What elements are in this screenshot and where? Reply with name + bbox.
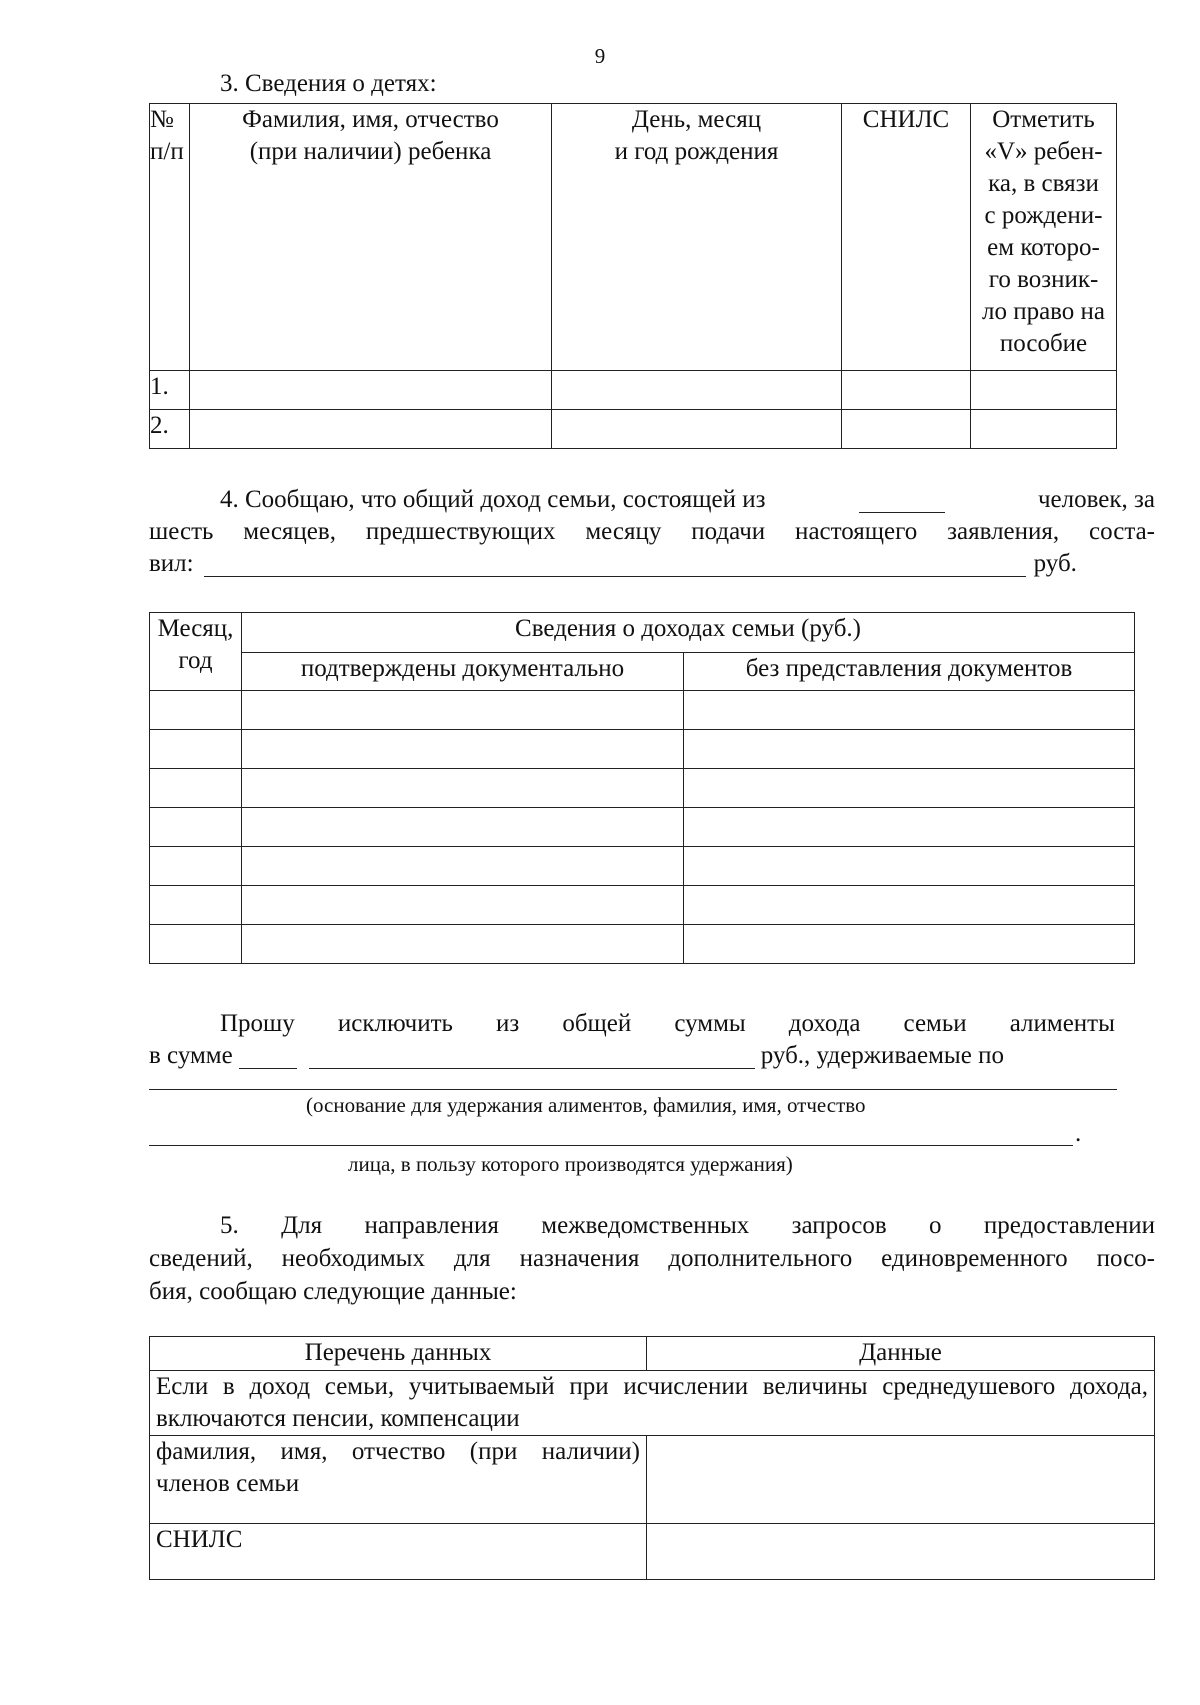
pension-note-row: Если в доход семьи, учитываемый при исчислении величины среднедушевого дохода, включаются пенсии, компенсации <box>150 1371 1155 1436</box>
month-cell[interactable] <box>150 730 242 769</box>
alimony-caption2: лица, в пользу которого производятся удержания) <box>348 1152 793 1176</box>
undocumented-cell[interactable] <box>684 808 1135 847</box>
header-income-info: Сведения о доходах семьи (руб.) <box>242 613 1135 653</box>
month-cell[interactable] <box>150 886 242 925</box>
row-num: 1. <box>150 371 190 410</box>
snils-cell[interactable] <box>842 371 971 410</box>
snils-data-cell[interactable] <box>647 1524 1155 1580</box>
header-num: № п/п <box>150 104 190 371</box>
snils-cell[interactable] <box>842 410 971 449</box>
family-members-cell[interactable] <box>647 1436 1155 1524</box>
header-documented: подтверждены документально <box>242 653 684 691</box>
documented-cell[interactable] <box>242 769 684 808</box>
alimony-line2: в сумме руб., удерживаемые по <box>149 1042 1004 1069</box>
section5-line2: сведений, необходимых для назначения дополнительного единовременного посо- <box>149 1245 1155 1272</box>
undocumented-cell[interactable] <box>684 730 1135 769</box>
documented-cell[interactable] <box>242 847 684 886</box>
month-cell[interactable] <box>150 847 242 886</box>
month-cell[interactable] <box>150 769 242 808</box>
table-row <box>150 808 1135 847</box>
table-row <box>150 886 1135 925</box>
alimony-recipient-field[interactable] <box>149 1145 1073 1146</box>
undocumented-cell[interactable] <box>684 925 1135 964</box>
month-cell[interactable] <box>150 691 242 730</box>
table-row <box>150 925 1135 964</box>
snils-label: СНИЛС <box>150 1524 647 1580</box>
alimony-line1: Прошу исключить из общей суммы дохода семьи алименты <box>220 1010 1115 1037</box>
table-row <box>150 691 1135 730</box>
mark-cell[interactable] <box>971 410 1117 449</box>
header-data-list: Перечень данных <box>150 1337 647 1371</box>
header-data: Данные <box>647 1337 1155 1371</box>
undocumented-cell[interactable] <box>684 886 1135 925</box>
child-name-cell[interactable] <box>190 371 552 410</box>
documented-cell[interactable] <box>242 886 684 925</box>
section5-line1: 5. Для направления межведомственных запросов о предоставлении <box>220 1212 1155 1239</box>
birth-date-cell[interactable] <box>552 371 842 410</box>
section4-line3: вил: руб. <box>149 550 1077 577</box>
documented-cell[interactable] <box>242 925 684 964</box>
header-birth-date: День, месяц и год рождения <box>552 104 842 371</box>
total-income-field[interactable] <box>204 554 1026 577</box>
income-table <box>149 612 1135 964</box>
data-table <box>149 1336 1155 1580</box>
alimony-amount-words-field[interactable] <box>309 1046 755 1069</box>
documented-cell[interactable] <box>242 808 684 847</box>
header-child-name: Фамилия, имя, отчество (при наличии) ребенка <box>190 104 552 371</box>
header-snils: СНИЛС <box>842 104 971 371</box>
header-mark: Отметить «V» ребен- ка, в связи с рождени- ем которо- го возник- ло право на пособие <box>971 104 1117 371</box>
family-size-field[interactable] <box>859 490 945 513</box>
documented-cell[interactable] <box>242 691 684 730</box>
section4-line2: шесть месяцев, предшествующих месяцу подачи настоящего заявления, соста- <box>149 518 1155 545</box>
child-name-cell[interactable] <box>190 410 552 449</box>
children-table <box>149 103 1117 449</box>
table-row <box>150 847 1135 886</box>
alimony-basis-field[interactable] <box>149 1089 1117 1090</box>
header-month-year: Месяц, год <box>150 613 242 691</box>
family-members-label: фамилия, имя, отчество (при наличии) членов семьи <box>150 1436 647 1524</box>
documented-cell[interactable] <box>242 730 684 769</box>
section3-title: 3. Сведения о детях: <box>220 70 437 97</box>
alimony-caption1: (основание для удержания алиментов, фамилия, имя, отчество <box>306 1093 866 1117</box>
table-row <box>150 410 1117 449</box>
header-undocumented: без представления документов <box>684 653 1135 691</box>
row-num: 2. <box>150 410 190 449</box>
undocumented-cell[interactable] <box>684 847 1135 886</box>
section5-line3: бия, сообщаю следующие данные: <box>149 1278 517 1305</box>
alimony-dot: . <box>1075 1120 1082 1147</box>
table-row <box>150 730 1135 769</box>
alimony-amount-digits-field[interactable] <box>239 1046 297 1069</box>
mark-cell[interactable] <box>971 371 1117 410</box>
table-row <box>150 371 1117 410</box>
month-cell[interactable] <box>150 808 242 847</box>
undocumented-cell[interactable] <box>684 691 1135 730</box>
section4-line1: 4. Сообщаю, что общий доход семьи, состоящей из человек, за <box>220 486 1155 513</box>
table-row <box>150 769 1135 808</box>
birth-date-cell[interactable] <box>552 410 842 449</box>
page-number: 9 <box>594 44 606 68</box>
undocumented-cell[interactable] <box>684 769 1135 808</box>
month-cell[interactable] <box>150 925 242 964</box>
